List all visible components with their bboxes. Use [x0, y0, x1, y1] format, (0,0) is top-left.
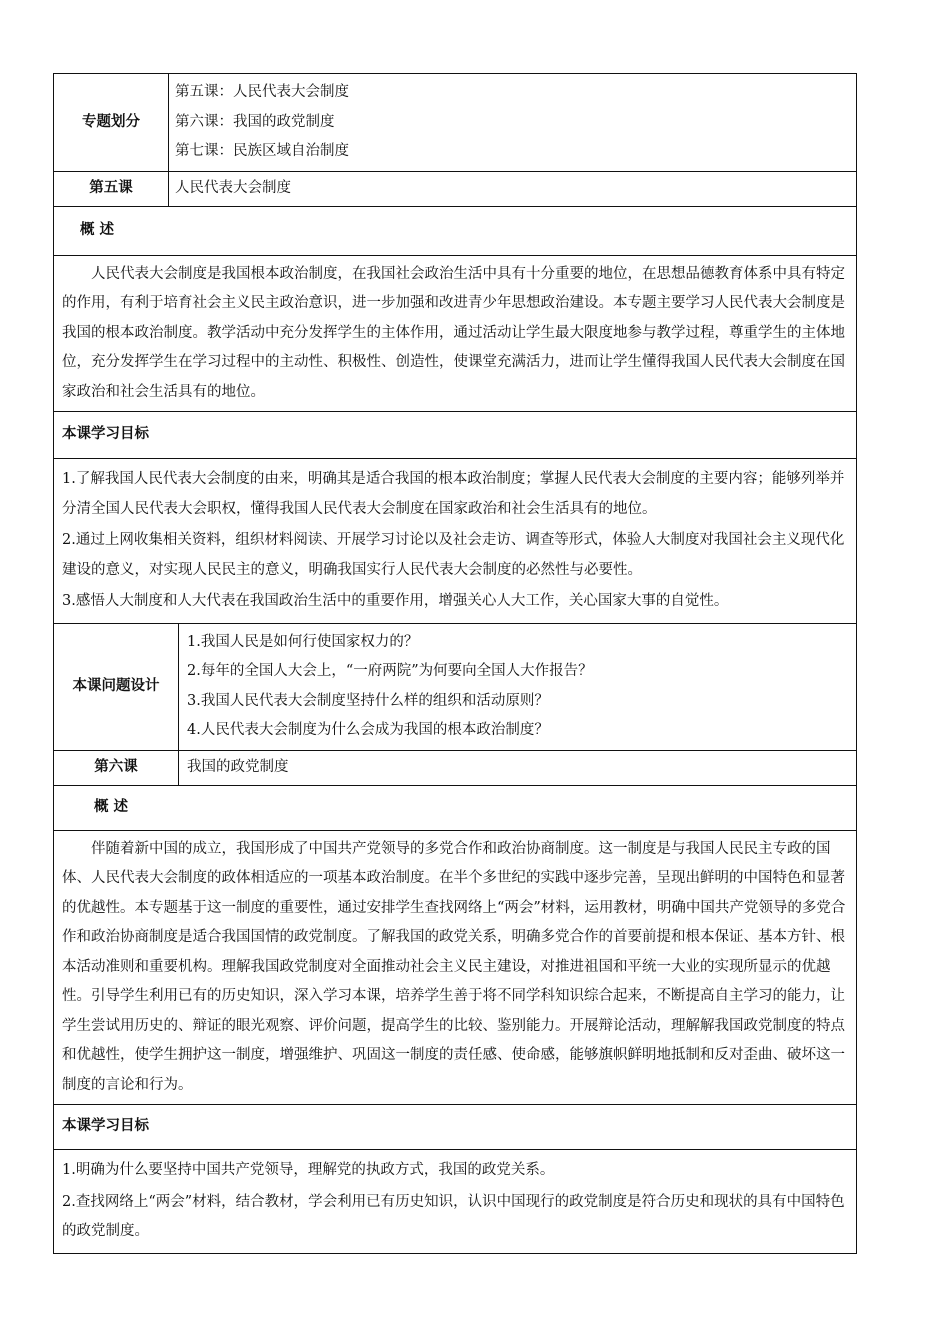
lesson5-header-row [54, 171, 857, 206]
lesson5-title: 人民代表大会制度 [169, 171, 857, 206]
lesson5-goal-2: 2.通过上网收集相关资料，组织材料阅读、开展学习讨论以及社会走访、调查等形式，体验人大制度对我国社会主义现代化建设的意义，对实现人民民主的意义，明确我国实行人民代表大会制度的必然性与必要性。 [62, 532, 845, 578]
lesson5-question-4: 4.人民代表大会制度为什么会成为我国的根本政治制度？ [187, 722, 549, 738]
lesson5-goal-1: 1.了解我国人民代表大会制度的由来，明确其是适合我国的根本政治制度；掌握人民代表大会制度的主要内容；能够列举并分清全国人民代表大会职权，懂得我国人民代表大会制度在国家政治和社会生活具有的地位。 [62, 471, 845, 517]
topic-row [54, 74, 857, 172]
lesson6-overview-head-row [54, 785, 857, 830]
lesson5-goals-row [54, 459, 857, 624]
lesson5-questions [179, 623, 857, 750]
lesson6-overview-label: 概 述 [54, 785, 857, 830]
lesson5-question-2: 2.每年的全国人大会上，“一府两院”为何要向全国人大作报告？ [187, 663, 593, 679]
lesson5-overview-text: 人民代表大会制度是我国根本政治制度，在我国社会政治生活中具有十分重要的地位，在思想品德教育体系中具有特定的作用，有利于培育社会主义民主政治意识，进一步加强和改进青少年思想政治建设。本专题主要学习人民代表大会制度是我国的根本政治制度。教学活动中充分发挥学生的主体作用，通过活动让学生最大限度地参与教学过程，尊重学生的主体地位，充分发挥学生在学习过程中的主动性、积极性、创造性，使课堂充满活力，进而让学生懂得我国人民代表大会制度在国家政治和社会生活具有的地位。 [54, 255, 857, 412]
topic-lesson-6: 第六课：我国的政党制度 [175, 113, 335, 130]
topic-lessons [169, 74, 857, 172]
lesson5-overview-row [54, 255, 857, 412]
topic-lesson-7: 第七课：民族区域自治制度 [175, 143, 349, 159]
lesson5-overview-head-row [54, 206, 857, 255]
topic-lesson-5: 第五课：人民代表大会制度 [175, 84, 349, 100]
lesson6-goals-row [54, 1150, 857, 1254]
lesson5-goals-head-row [54, 412, 857, 459]
lesson5-goals [54, 459, 857, 624]
lesson6-label: 第六课 [54, 750, 179, 785]
topic-label: 专题划分 [54, 74, 169, 172]
lesson6-goals-head-row [54, 1105, 857, 1150]
lesson5-questions-label: 本课问题设计 [54, 623, 179, 750]
lesson5-question-3: 3.我国人民代表大会制度坚持什么样的组织和活动原则？ [187, 692, 549, 709]
lesson6-overview-row [54, 830, 857, 1105]
lesson6-goal-2: 2.查找网络上“两会”材料，结合教材，学会利用已有历史知识，认识中国现行的政党制度是符合历史和现状的具有中国特色的政党制度。 [62, 1193, 845, 1239]
lesson6-goals-label: 本课学习目标 [54, 1105, 857, 1150]
lesson6-goal-1: 1.明确为什么要坚持中国共产党领导，理解党的执政方式，我国的政党关系。 [62, 1162, 555, 1178]
lesson5-goals-label: 本课学习目标 [54, 412, 857, 459]
lesson5-goal-3: 3.感悟人大制度和人大代表在我国政治生活中的重要作用，增强关心人大工作，关心国家大事的自觉性。 [62, 593, 729, 609]
lesson5-question-1: 1.我国人民是如何行使国家权力的？ [187, 633, 419, 650]
lesson5-label: 第五课 [54, 171, 169, 206]
lesson5-questions-row [54, 623, 857, 750]
lesson5-overview-label: 概 述 [54, 206, 857, 255]
lesson-plan-table [53, 73, 857, 1254]
document-table-sheet [53, 73, 857, 1254]
lesson6-header-row [54, 750, 857, 785]
lesson6-title: 我国的政党制度 [179, 750, 857, 785]
lesson6-goals [54, 1150, 857, 1254]
lesson6-overview-text: 伴随着新中国的成立，我国形成了中国共产党领导的多党合作和政治协商制度。这一制度是与我国人民民主专政的国体、人民代表大会制度的政体相适应的一项基本政治制度。在半个多世纪的实践中逐步完善，呈现出鲜明的中国特色和显著的优越性。本专题基于这一制度的重要性，通过安排学生查找网络上“两会”材料，运用教材，明确中国共产党领导的多党合作和政治协商制度是适合我国国情的政党制度。了解我国的政党关系，明确多党合作的首要前提和根本保证、基本方针、根本活动准则和重要机构。理解我国政党制度对全面推动社会主义民主建设，对推进祖国和平统一大业的实现所显示的优越性。引导学生利用已有的历史知识，深入学习本课，培养学生善于将不同学科知识综合起来，不断提高自主学习的能力，让学生尝试用历史的、辩证的眼光观察、评价问题，提高学生的比较、鉴别能力。开展辩论活动，理解解我国政党制度的特点和优越性，使学生拥护这一制度，增强维护、巩固这一制度的责任感、使命感，能够旗帜鲜明地抵制和反对歪曲、破坏这一制度的言论和行为。 [54, 830, 857, 1105]
